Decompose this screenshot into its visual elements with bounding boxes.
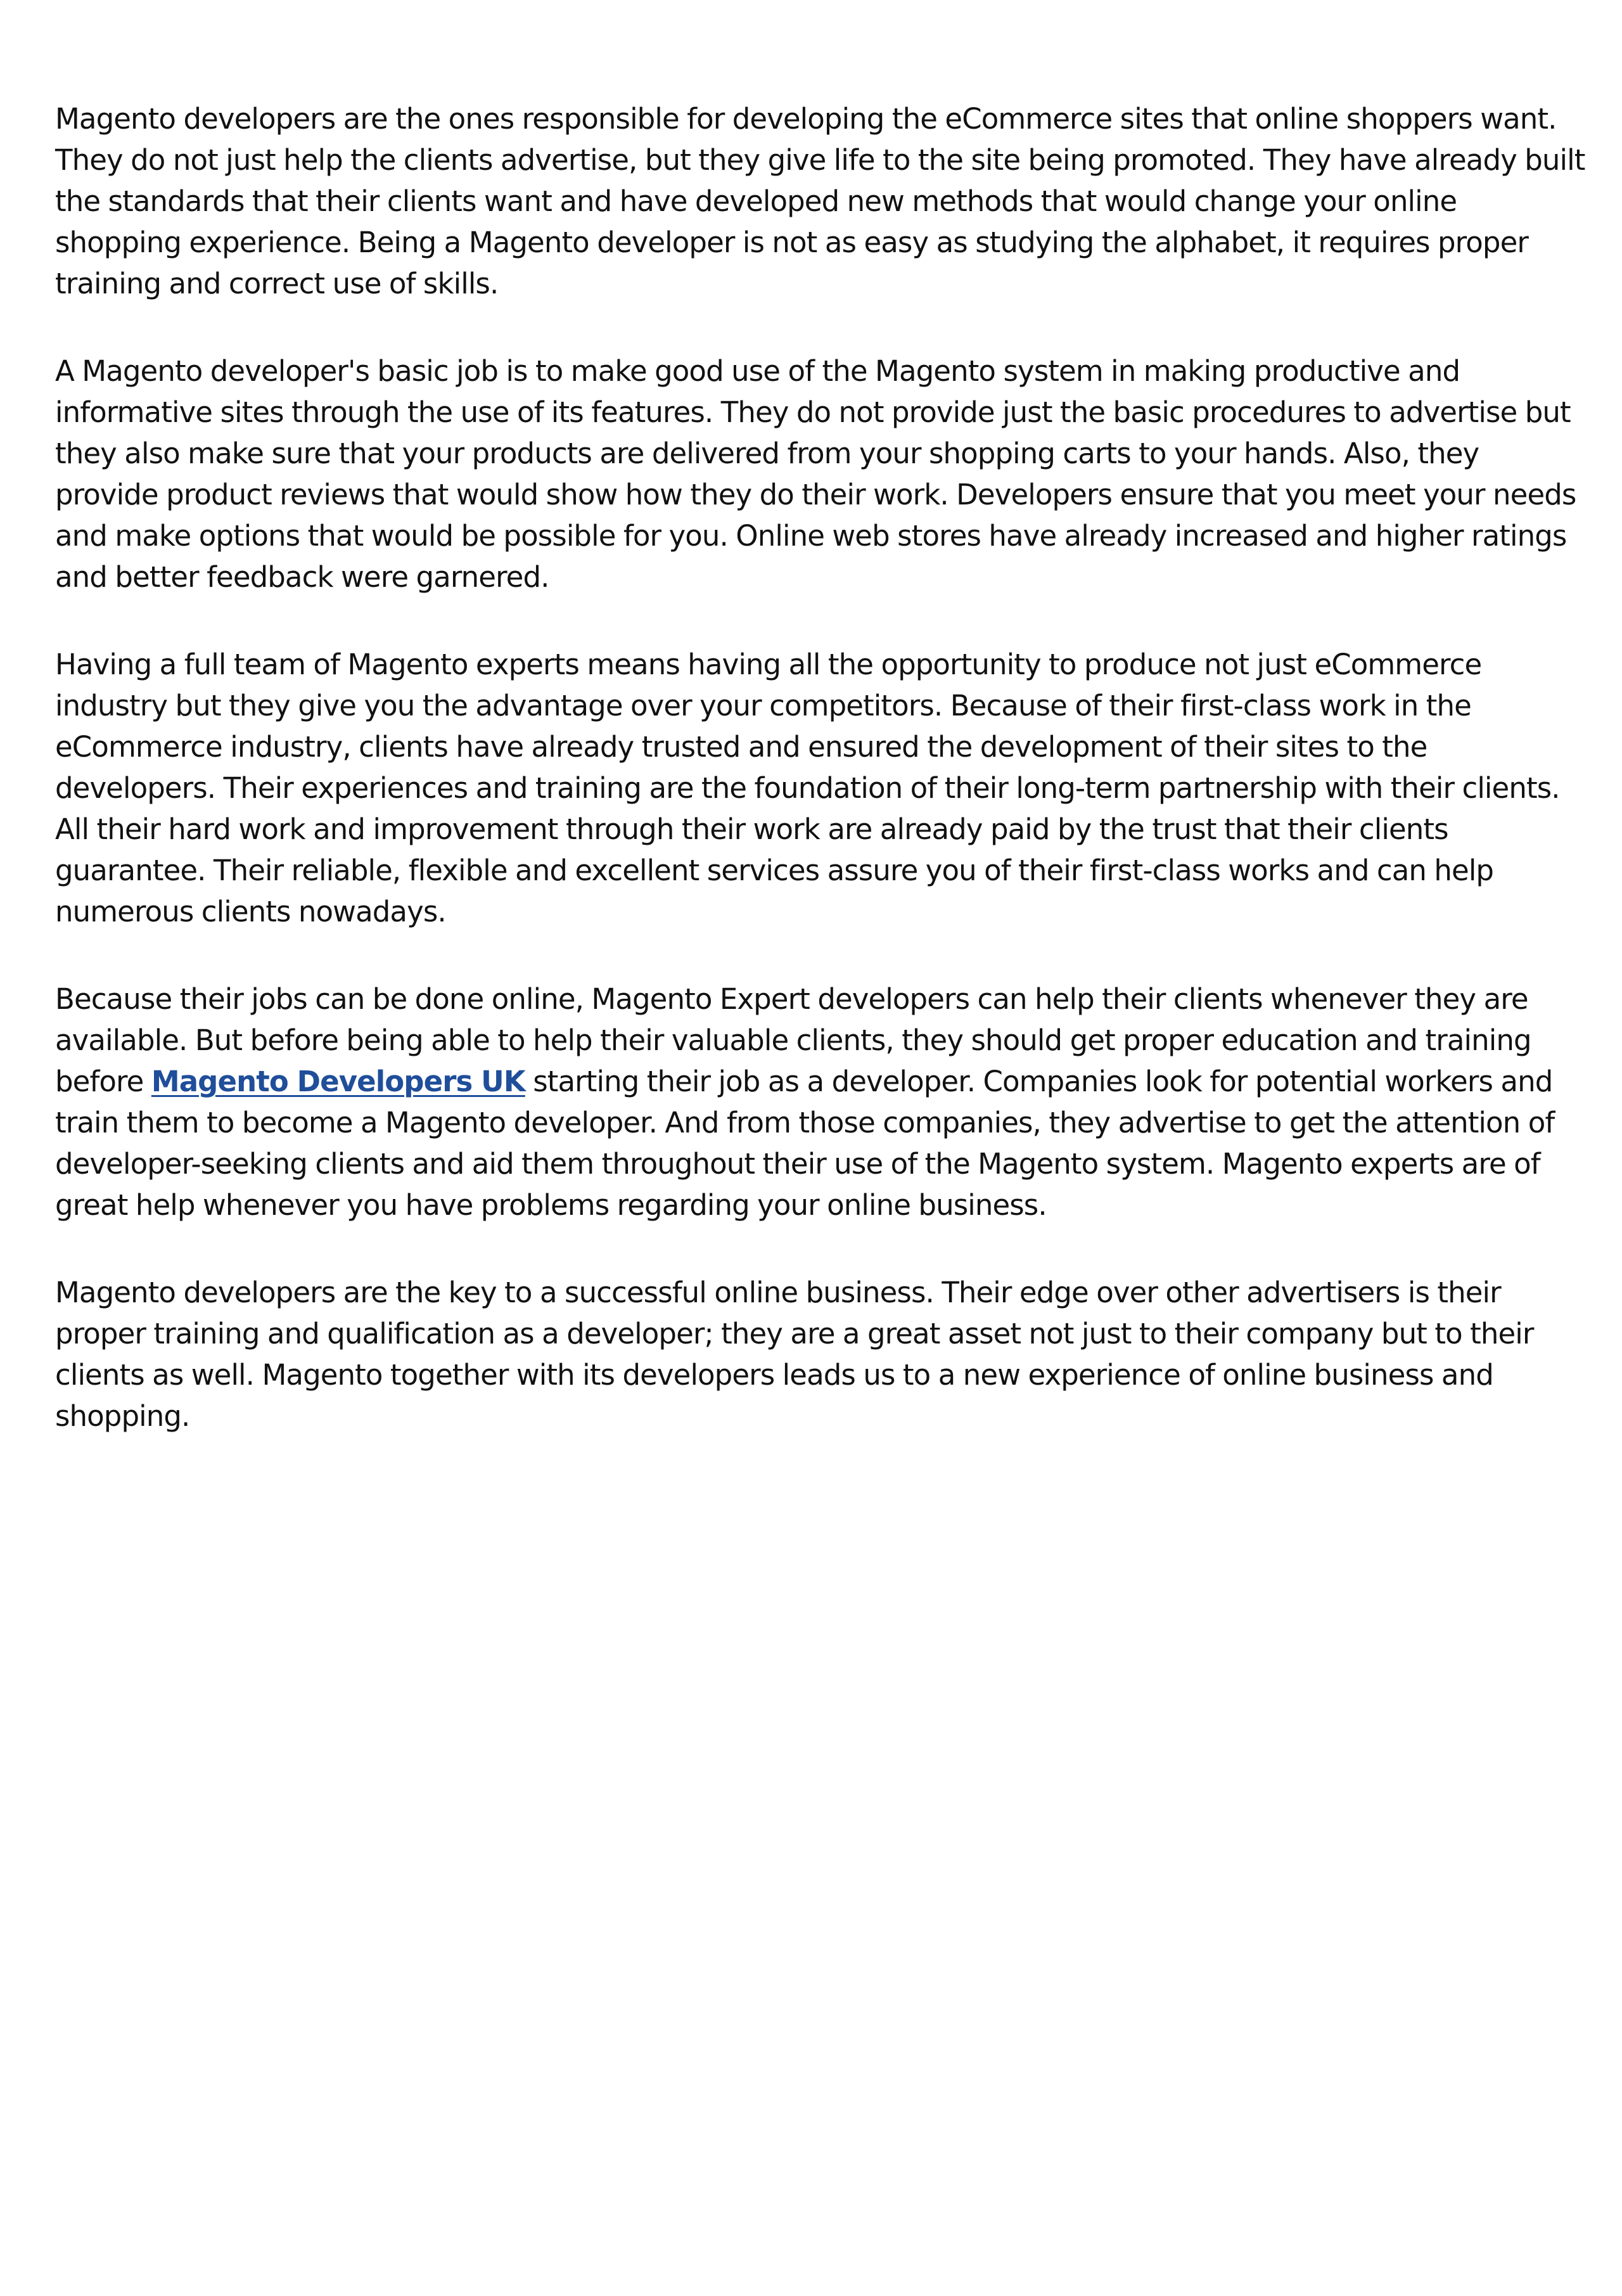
magento-developers-uk-link[interactable]: Magento Developers UK [151, 1065, 525, 1098]
paragraph-4-text-after: starting their job as a developer. Companies look for potential workers and train them to become a Magento developer. And from those companies, they advertise to get the attention of developer-seeking clients and aid them throughout their use of the Magento system. Magento experts are of great help whenever you have problems regarding your online business. [55, 1065, 1555, 1222]
paragraph-4-text-before: Because their jobs can be done online, Magento Expert developers can help their clients whenever they are available. But before being able to help their valuable clients, they should get proper education and training before [55, 982, 1531, 1098]
paragraph-5: Magento developers are the key to a successful online business. Their edge over other advertisers is their proper training and qualification as a developer; they are a great asset not just to their company but to their clients as well. Magento together with its developers leads us to a new experience of online business and shopping. [55, 1276, 1534, 1433]
paragraph-2: A Magento developer's basic job is to make good use of the Magento system in making productive and informative sites through the use of its features. They do not provide just the basic procedures to advertise but they also make sure that your products are delivered from your shopping carts to your hands. Also, they provide product reviews that would show how they do their work. Developers ensure that you meet your needs and make options that would be possible for you. Online web stores have already increased and higher ratings and better feedback were garnered. [55, 354, 1576, 594]
paragraph-3: Having a full team of Magento experts means having all the opportunity to produce not just eCommerce industry but they give you the advantage over your competitors. Because of their first-class work in the eCommerce industry, clients have already trusted and ensured the development of their sites to the developers. Their experiences and training are the foundation of their long-term partnership with their clients. All their hard work and improvement through their work are already paid by the trust that their clients guarantee. Their reliable, flexible and excellent services assure you of their first-class works and can help numerous clients nowadays. [55, 648, 1560, 928]
paragraph-4 [55, 978, 1588, 1226]
document-body [55, 98, 1588, 1483]
paragraph-1: Magento developers are the ones responsible for developing the eCommerce sites that online shoppers want. They do not just help the clients advertise, but they give life to the site being promoted. They have already built the standards that their clients want and have developed new methods that would change your online shopping experience. Being a Magento developer is not as easy as studying the alphabet, it requires proper training and correct use of skills. [55, 102, 1585, 300]
